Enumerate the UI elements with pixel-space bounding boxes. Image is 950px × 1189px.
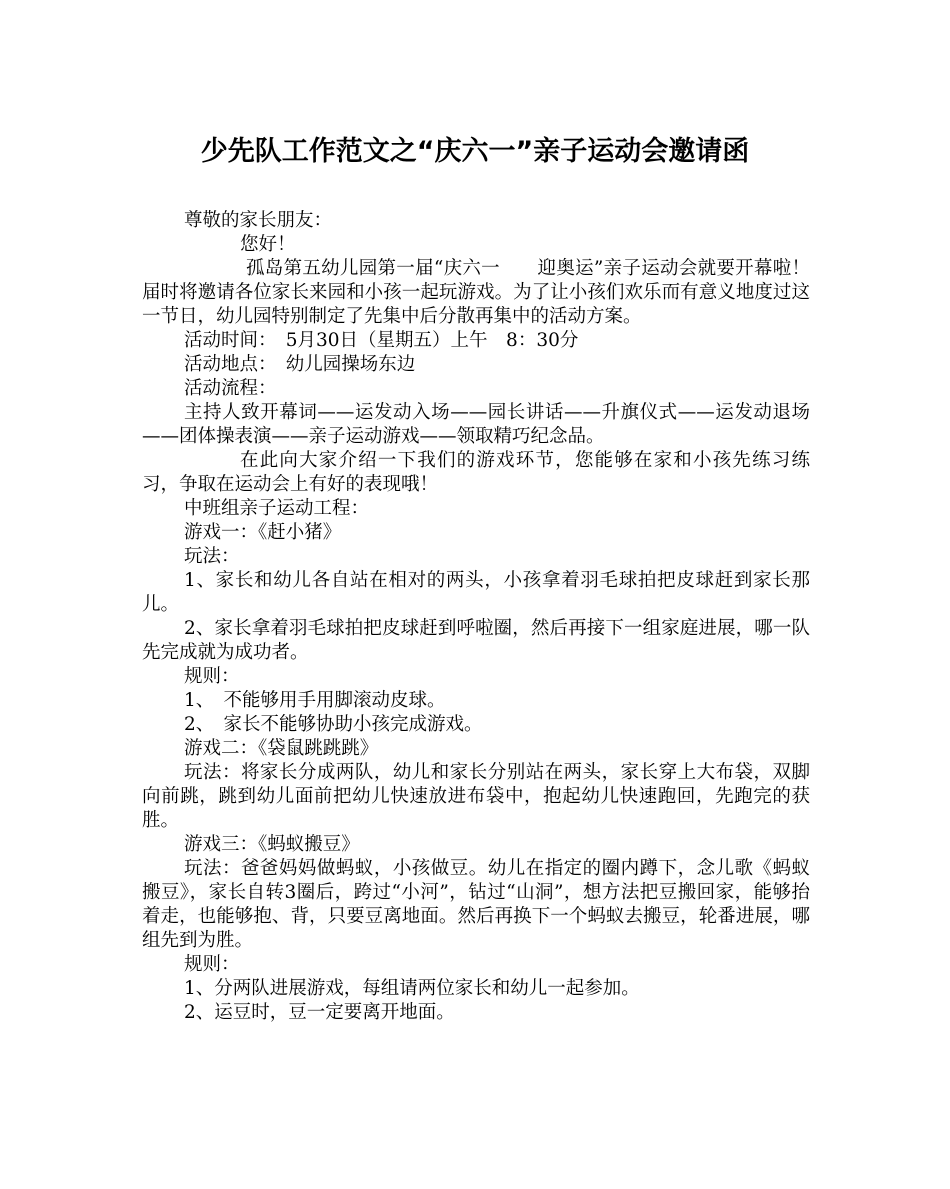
game-one-rule-2: 2、 家长不能够协助小孩完成游戏。 (184, 714, 483, 735)
game-two-title: 游戏二：《袋鼠跳跳跳》 (184, 738, 379, 759)
game-one-rule-1: 1、 不能够用手用脚滚动皮球。 (184, 690, 446, 711)
intro-paragraph: 孤岛第五幼儿园第一届“庆六一 迎奥运”亲子运动会就要开幕啦！届时将邀请各位家长来园和小孩一起玩游戏。为了让小孩们欢乐而有意义地度过这一节日，幼儿园特别制定了先集中后分散再集中的活动方案。 (142, 258, 810, 327)
game-one-title: 游戏一：《赶小猪》 (184, 522, 342, 543)
activity-process: 主持人致开幕词——运发动入场——园长讲话——升旗仪式——运发动退场——团体操表演——亲子运动游戏——领取精巧纪念品。 (142, 402, 810, 447)
game-three-rule-2: 2、运豆时，豆一定要离开地面。 (184, 1002, 455, 1023)
game-one-step-2: 2、家长拿着羽毛球拍把皮球赶到呼啦圈，然后再接下一组家庭进展，哪一队先完成就为成功者。 (142, 618, 810, 663)
greeting: 您好！ (240, 234, 296, 255)
document-title: 少先队工作范文之“庆六一”亲子运动会邀请函 (200, 136, 750, 167)
game-three-title: 游戏三：《蚂蚁搬豆》 (184, 834, 360, 855)
game-three-rules-heading: 规则： (184, 954, 240, 975)
salutation: 尊敬的家长朋友： (184, 210, 333, 231)
activity-time: 活动时间： 5月30日（星期五）上午 8：30分 (184, 330, 579, 351)
activity-process-heading: 活动流程： (184, 378, 277, 399)
game-one-rules-heading: 规则： (184, 666, 240, 687)
game-one-method-heading: 玩法： (184, 546, 240, 567)
game-three-method: 玩法：爸爸妈妈做蚂蚁，小孩做豆。幼儿在指定的圈内蹲下，念儿歌《蚂蚁搬豆》，家长自转3圈后，跨过“小河”，钻过“山洞”，想方法把豆搬回家，能够抬着走，也能够抱、背，只要豆离地面。然后再换下一个蚂蚁去搬豆，轮番进展，哪组先到为胜。 (142, 858, 810, 951)
document-body (142, 209, 810, 1025)
middle-class-heading: 中班组亲子运动工程： (184, 498, 370, 519)
game-two-method: 玩法：将家长分成两队，幼儿和家长分别站在两头，家长穿上大布袋，双脚向前跳，跳到幼儿面前把幼儿快速放进布袋中，抱起幼儿快速跑回，先跑完的获胜。 (142, 762, 810, 831)
game-one-step-1: 1、家长和幼儿各自站在相对的两头，小孩拿着羽毛球拍把皮球赶到家长那儿。 (142, 570, 810, 615)
activity-location: 活动地点： 幼儿园操场东边 (184, 354, 416, 375)
game-three-rule-1: 1、分两队进展游戏，每组请两位家长和幼儿一起参加。 (184, 978, 640, 999)
game-intro-paragraph: 在此向大家介绍一下我们的游戏环节，您能够在家和小孩先练习练习，争取在运动会上有好的表现哦！ (142, 450, 810, 495)
